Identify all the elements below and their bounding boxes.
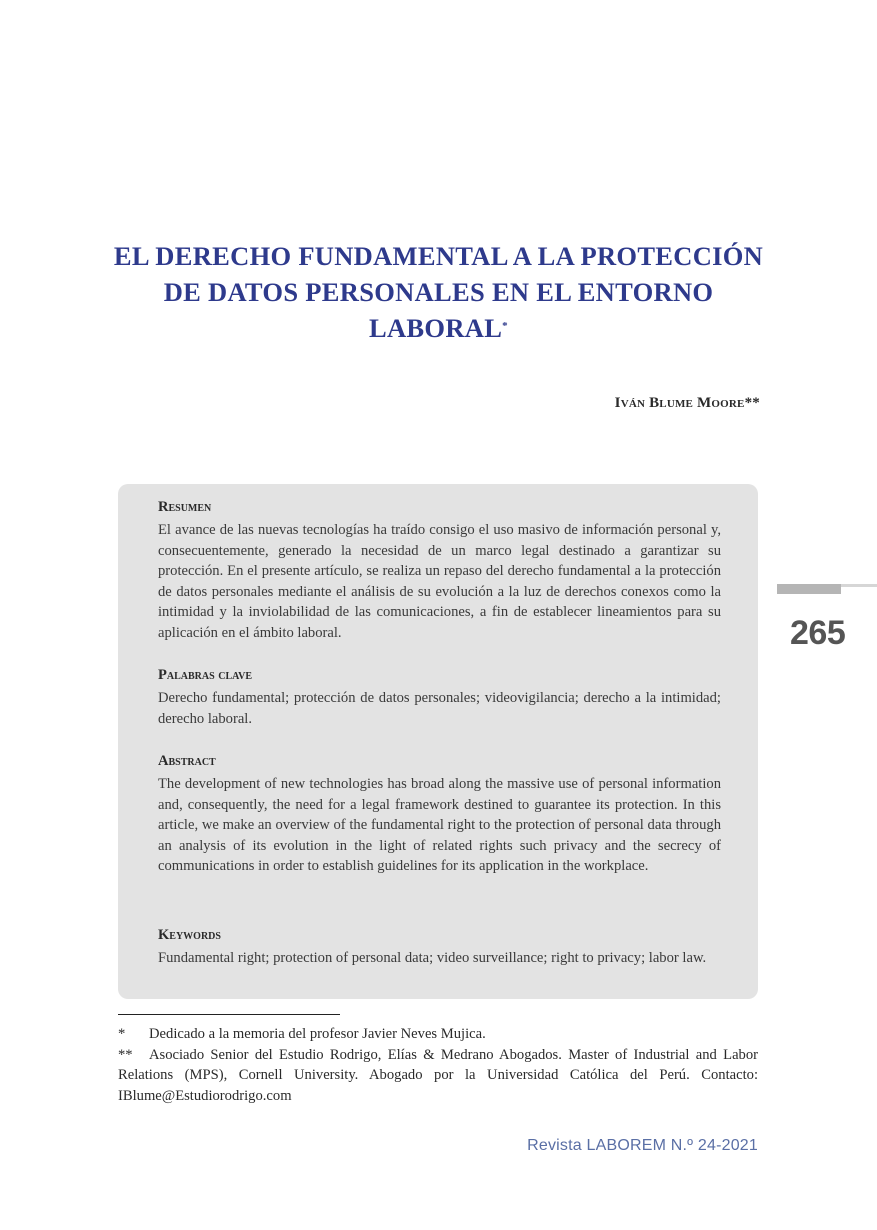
page-number-tab-bar	[777, 584, 877, 594]
keywords-text: Fundamental right; protection of personal data; video surveillance; right to privacy; labor law.	[158, 950, 707, 966]
footnote-1-text: Dedicado a la memoria del profesor Javier Neves Mujica.	[149, 1026, 486, 1042]
footnotes	[118, 1024, 758, 1106]
abstract-section	[158, 752, 721, 877]
title-line-1: EL DERECHO FUNDAMENTAL A LA PROTECCIÓN	[113, 241, 764, 271]
keywords-section	[158, 926, 721, 969]
footnote-1	[118, 1024, 758, 1045]
keywords-heading: Keywords	[158, 927, 221, 943]
footnote-2	[118, 1045, 758, 1107]
palabras-clave-text: Derecho fundamental; protección de datos personales; videovigilancia; derecho a la intimidad; derecho laboral.	[158, 690, 721, 727]
resumen-text: El avance de las nuevas tecnologías ha traído consigo el uso masivo de información personal y, consecuentemente, generado la necesidad de un marco legal destinado a garantizar su protección. En el presente artículo, se realiza un repaso del derecho fundamental a la protección de datos personales mediante el análisis de su evolución a la luz de derechos conexos como la intimidad y la inviolabilidad de las comunicaciones, a fin de establecer lineamientos para su aplicación en el ámbito laboral.	[158, 522, 721, 641]
footnote-1-mark: *	[118, 1026, 126, 1042]
resumen-section	[158, 498, 721, 644]
title-footnote-mark: *	[502, 320, 508, 332]
resumen-heading: Resumen	[158, 499, 212, 515]
title-line-2: DE DATOS PERSONALES EN EL ENTORNO	[163, 277, 714, 307]
palabras-clave-section	[158, 666, 721, 729]
author-name: Iván Blume Moore**	[614, 395, 760, 411]
abstract-box	[118, 484, 758, 999]
palabras-clave-heading: Palabras clave	[158, 667, 252, 683]
footnote-2-text: Asociado Senior del Estudio Rodrigo, Elías & Medrano Abogados. Master of Industrial and Labor Relations (MPS), Cornell University. Abogado por la Universidad Católica del Perú. Contacto: IBlume@Estudiorodrigo.com	[118, 1046, 758, 1104]
article-title	[60, 238, 817, 346]
abstract-heading: Abstract	[158, 753, 216, 769]
footnote-2-mark: **	[118, 1046, 133, 1063]
tab-bar-dark	[777, 584, 841, 594]
page-number: 265	[790, 614, 846, 652]
title-line-3: LABORAL	[369, 313, 503, 343]
tab-bar-light	[841, 584, 877, 587]
abstract-text: The development of new technologies has broad along the massive use of personal information and, consequently, the need for a legal framework destined to guarantee its protection. In this article, we make an overview of the fundamental right to the protection of personal data through an analysis of its evolution in the light of related rights such privacy and the secrecy of communications in order to establish guidelines for its application in the workplace.	[158, 776, 721, 875]
footnote-divider	[118, 1014, 340, 1015]
journal-footer: Revista LABOREM N.º 24-2021	[527, 1137, 758, 1154]
